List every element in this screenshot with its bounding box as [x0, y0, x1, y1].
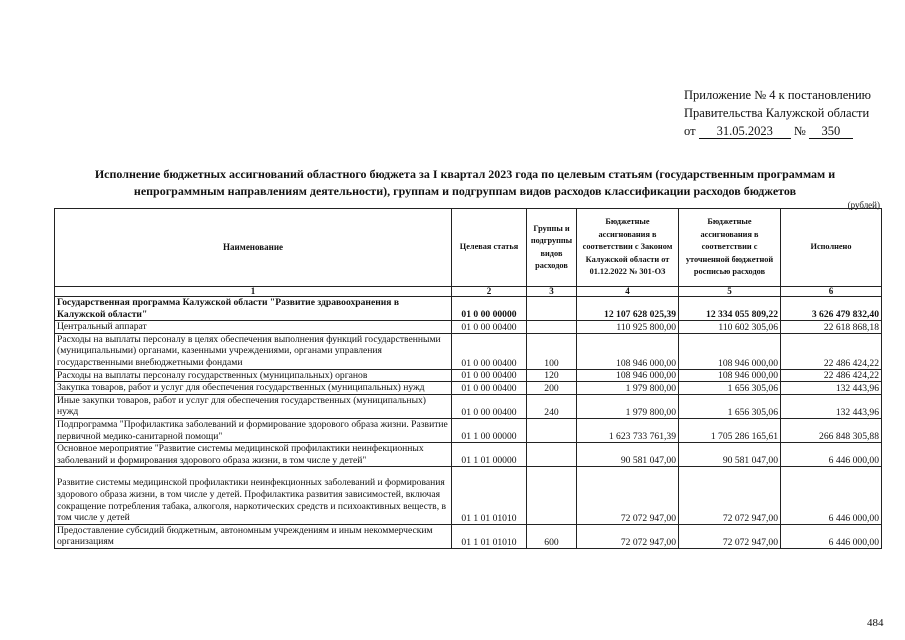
page-number: 484 [867, 617, 884, 629]
header-group: Группы и подгруппы видов расходов [527, 209, 577, 287]
table-row [55, 467, 882, 524]
column-number: 1 [55, 287, 452, 297]
appendix-num-label: № [793, 124, 806, 138]
column-numbers-row [55, 287, 882, 297]
row-group [527, 321, 577, 334]
row-law: 108 946 000,00 [577, 333, 679, 369]
row-refined: 90 581 047,00 [679, 443, 781, 467]
row-group: 600 [527, 524, 577, 548]
row-name: Основное мероприятие "Развитие системы медицинской профилактики неинфекционных заболеваний и формирования здорового образа жизни, в том числе у детей" [55, 443, 452, 467]
row-refined: 108 946 000,00 [679, 369, 781, 382]
row-law: 1 979 800,00 [577, 382, 679, 395]
budget-table [54, 208, 882, 549]
row-law: 108 946 000,00 [577, 369, 679, 382]
row-refined: 1 705 286 165,61 [679, 418, 781, 442]
column-number: 5 [679, 287, 781, 297]
row-target: 01 1 01 00000 [452, 443, 527, 467]
row-group [527, 297, 577, 321]
table-row [55, 524, 882, 548]
row-executed: 132 443,96 [781, 382, 882, 395]
row-executed: 132 443,96 [781, 394, 882, 418]
row-law: 110 925 800,00 [577, 321, 679, 334]
header-target: Целевая статья [452, 209, 527, 287]
row-executed: 22 486 424,22 [781, 333, 882, 369]
row-executed: 266 848 305,88 [781, 418, 882, 442]
row-refined: 12 334 055 809,22 [679, 297, 781, 321]
row-refined: 1 656 305,06 [679, 394, 781, 418]
appendix-block [684, 86, 871, 140]
row-group: 100 [527, 333, 577, 369]
row-law: 1 623 733 761,39 [577, 418, 679, 442]
column-number: 6 [781, 287, 882, 297]
row-group: 120 [527, 369, 577, 382]
row-target: 01 1 00 00000 [452, 418, 527, 442]
row-refined: 1 656 305,06 [679, 382, 781, 395]
row-law: 1 979 800,00 [577, 394, 679, 418]
row-refined: 72 072 947,00 [679, 524, 781, 548]
column-number: 4 [577, 287, 679, 297]
appendix-line-2: Правительства Калужской области [684, 106, 870, 120]
row-executed: 6 446 000,00 [781, 467, 882, 524]
header-executed: Исполнено [781, 209, 882, 287]
table-row [55, 394, 882, 418]
row-name: Подпрограмма "Профилактика заболеваний и формирование здорового образа жизни. Развитие первичной медико-санитарной помощи" [55, 418, 452, 442]
row-target: 01 0 00 00400 [452, 394, 527, 418]
row-group: 240 [527, 394, 577, 418]
row-target: 01 0 00 00400 [452, 321, 527, 334]
table-row [55, 297, 882, 321]
row-name: Государственная программа Калужской области "Развитие здравоохранения в Калужской области" [55, 297, 452, 321]
header-law: Бюджетные ассигнования в соответствии с Законом Калужской области от 01.12.2022 № 301-ОЗ [577, 209, 679, 287]
appendix-from-label: от [684, 124, 696, 138]
table-row [55, 333, 882, 369]
row-refined: 108 946 000,00 [679, 333, 781, 369]
header-name: Наименование [55, 209, 452, 287]
row-group [527, 467, 577, 524]
row-group [527, 418, 577, 442]
row-refined: 110 602 305,06 [679, 321, 781, 334]
table-row [55, 418, 882, 442]
row-executed: 22 618 868,18 [781, 321, 882, 334]
appendix-number: 350 [809, 124, 853, 139]
row-refined: 72 072 947,00 [679, 467, 781, 524]
table-row [55, 443, 882, 467]
table-row [55, 369, 882, 382]
row-law: 90 581 047,00 [577, 443, 679, 467]
table-row [55, 382, 882, 395]
row-name: Закупка товаров, работ и услуг для обеспечения государственных (муниципальных) нужд [55, 382, 452, 395]
row-law: 72 072 947,00 [577, 467, 679, 524]
row-name: Развитие системы медицинской профилактики неинфекционных заболеваний и формирования здорового образа жизни, в том числе у детей. Профилактика развития зависимостей, включая сокращение потребления табака, алкоголя, наркотических средств и психоактивных веществ, в том числе у детей [55, 467, 452, 524]
unit-label: (рублей) [847, 200, 880, 210]
row-name: Расходы на выплаты персоналу в целях обеспечения выполнения функций государственными (муниципальными) органами, казенными учреждениями, органами управления государственными внебюджетными фондами [55, 333, 452, 369]
column-number: 3 [527, 287, 577, 297]
appendix-date-line [684, 122, 871, 140]
row-executed: 22 486 424,22 [781, 369, 882, 382]
column-number: 2 [452, 287, 527, 297]
appendix-line-1: Приложение № 4 к постановлению [684, 88, 871, 102]
row-name: Иные закупки товаров, работ и услуг для обеспечения государственных (муниципальных) нужд [55, 394, 452, 418]
row-target: 01 1 01 01010 [452, 524, 527, 548]
row-target: 01 1 01 01010 [452, 467, 527, 524]
row-target: 01 0 00 00000 [452, 297, 527, 321]
row-target: 01 0 00 00400 [452, 382, 527, 395]
row-target: 01 0 00 00400 [452, 333, 527, 369]
row-executed: 3 626 479 832,40 [781, 297, 882, 321]
row-name: Расходы на выплаты персоналу государственных (муниципальных) органов [55, 369, 452, 382]
row-name: Предоставление субсидий бюджетным, автономным учреждениям и иным некоммерческим организациям [55, 524, 452, 548]
appendix-date: 31.05.2023 [699, 124, 791, 139]
row-group [527, 443, 577, 467]
row-law: 12 107 628 025,39 [577, 297, 679, 321]
header-row [55, 209, 882, 287]
document-title: Исполнение бюджетных ассигнований областного бюджета за I квартал 2023 года по целевым статьям (государственным программам и непрограммным направлениям деятельности), группам и подгруппам видов расходов классификации расходов бюджетов [94, 167, 836, 198]
header-refined: Бюджетные ассигнования в соответствии с уточненной бюджетной росписью расходов [679, 209, 781, 287]
table-row [55, 321, 882, 334]
row-target: 01 0 00 00400 [452, 369, 527, 382]
row-name: Центральный аппарат [55, 321, 452, 334]
row-law: 72 072 947,00 [577, 524, 679, 548]
row-group: 200 [527, 382, 577, 395]
row-executed: 6 446 000,00 [781, 524, 882, 548]
row-executed: 6 446 000,00 [781, 443, 882, 467]
